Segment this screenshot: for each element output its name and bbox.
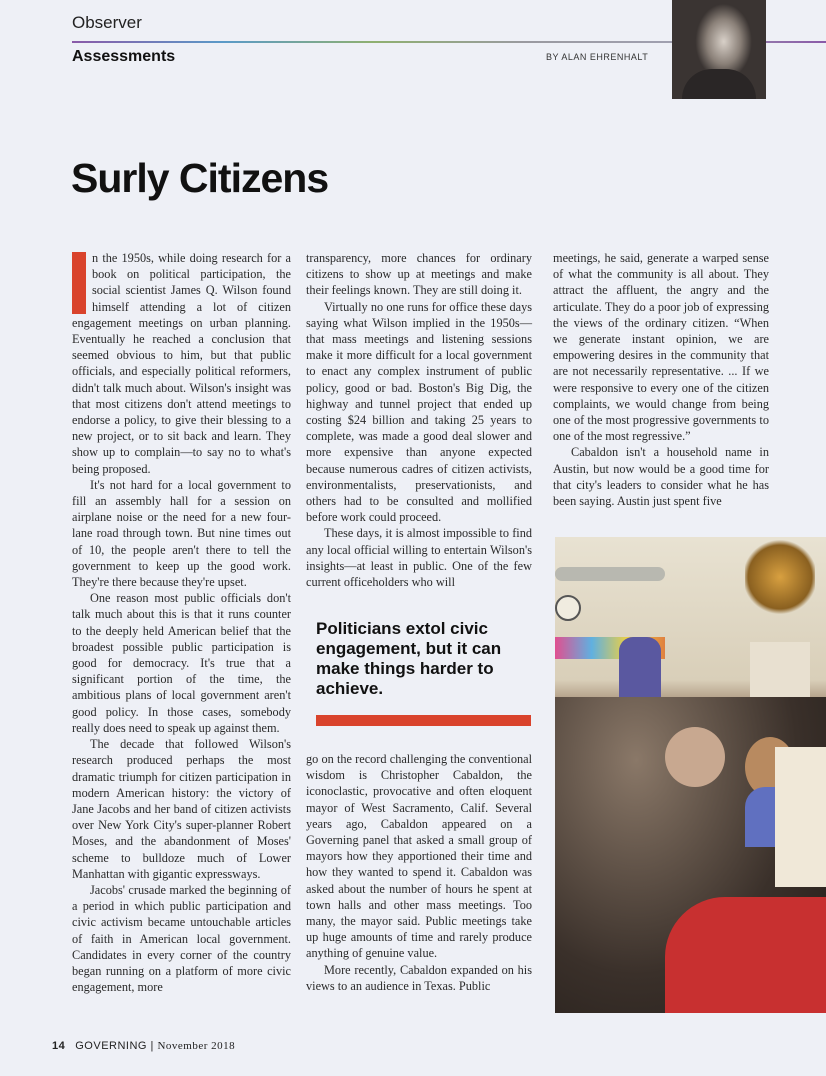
- paragraph: [72, 250, 291, 477]
- paragraph: transparency, more chances for ordinary citizens to show up at meetings and make their feelings known. They are still doing it.: [306, 251, 532, 298]
- paragraph: It's not hard for a local government to fill an assembly hall for a session on airplane noise or the need for a new four-lane road through town. But nine times out of 10, the people aren't there to tell the government to keep up the good work. They're there because they're upset.: [72, 477, 291, 590]
- byline: BY ALAN EHRENHALT: [546, 52, 649, 62]
- pull-quote: Politicians extol civic engagement, but it can make things harder to achieve.: [316, 619, 502, 698]
- paragraph: More recently, Cabaldon expanded on his views to an audience in Texas. Public: [306, 962, 532, 993]
- article-title: Surly Citizens: [71, 155, 329, 201]
- paragraph: The decade that followed Wilson's research produced perhaps the most dramatic triumph for citizen participation in modern American history: the victory of Jane Jacobs and her band of citizen activists over New York City's super-planner Robert Moses, and the abandonment of Moses' scheme to bulldoze much of Lower Manhattan with gigantic expressways.: [72, 737, 291, 881]
- footer-separator: |: [150, 1040, 154, 1052]
- paragraph: Cabaldon isn't a household name in Austin, but now would be a good time for that city's leaders to consider what he has been saying. Austin just spent five: [553, 445, 769, 509]
- page-footer: [52, 1040, 235, 1052]
- paragraph: go on the record challenging the conventional wisdom is Christopher Cabaldon, the iconoclastic, provocative and often eloquent mayor of West Sacramento, Calif. Several years ago, Cabaldon appeared on a Governing panel that asked a small group of mayors how they apportioned their time and how they wanted to spend it. Cabaldon was asked about the number of hours he spent at town halls and other mass meetings. Too many, the mayor said. Public meetings take up huge amounts of time and rarely produce anything of genuine value.: [306, 752, 532, 961]
- town-hall-meeting-photo: [555, 537, 826, 1013]
- author-portrait: [672, 0, 766, 99]
- page-number: 14: [52, 1040, 66, 1052]
- pull-quote-bar: [316, 715, 531, 726]
- issue-date: November 2018: [157, 1040, 236, 1052]
- publication-name: GOVERNING: [75, 1040, 147, 1052]
- paragraph: Jacobs' crusade marked the beginning of a period in which public participation and civic activism became untouchable articles of faith in American local government. Candidates in every corner of the country began running on a platform of more civic engagement, more: [72, 882, 291, 995]
- paragraph: Virtually no one runs for office these days saying what Wilson implied in the 1950s—that mass meetings and listening sessions make it more difficult for a local government to enact any complex instrument of public policy, good or bad. Boston's Big Dig, the highway and tunnel project that ended up costing $24 billion and taking 25 years to complete, was made a good deal slower and more expensive than anyone expected because numerous cadres of citizen activists, environmentalists, preservationists, and others had to be consulted and mollified before work could proceed.: [306, 299, 532, 525]
- section-label: Observer: [72, 13, 142, 32]
- column-2-bottom: [306, 751, 532, 994]
- drop-cap: [72, 252, 86, 314]
- paragraph: One reason most public officials don't talk much about this is that it runs counter to the deeply held American belief that the broadest possible public participation is good for democracy. It's true that a significant portion of the time, the ambitious plans of local government aren't good policy. In those cases, somebody really does need to speak up against them.: [72, 591, 291, 735]
- paragraph-text: n the 1950s, while doing research for a book on political participation, the social scientist James Q. Wilson found himself attending a lot of citizen engagement meetings on urban planning. Eventually he reached a conclusion that seemed obvious to him, but that public officials, and especially political reformers, didn't talk much about. Wilson's insight was that most citizens don't attend meetings to endorse a policy, to give their blessing to a new project, or to sit back and learn. They show up to complain—to say no to what's being proposed.: [72, 251, 291, 476]
- column-2-top: [306, 250, 532, 590]
- paragraph: These days, it is almost impossible to find any local official willing to entertain Wilson's insights—at least in public. One of the few current officeholders who will: [306, 526, 532, 590]
- paragraph: meetings, he said, generate a warped sense of what the community is all about. They attract the affluent, the angry and the articulate. They do a poor job of expressing the views of the ordinary citizen. “When we generate instant opinion, we are empowering desires in the community that are not necessarily representative. ... If we were responsive to every one of the citizen complaints, we would change from being one of the most progressive governments to one of the most regressive.”: [553, 251, 769, 444]
- column-1: [72, 250, 291, 995]
- column-3: [553, 250, 769, 509]
- department-label: Assessments: [72, 48, 176, 65]
